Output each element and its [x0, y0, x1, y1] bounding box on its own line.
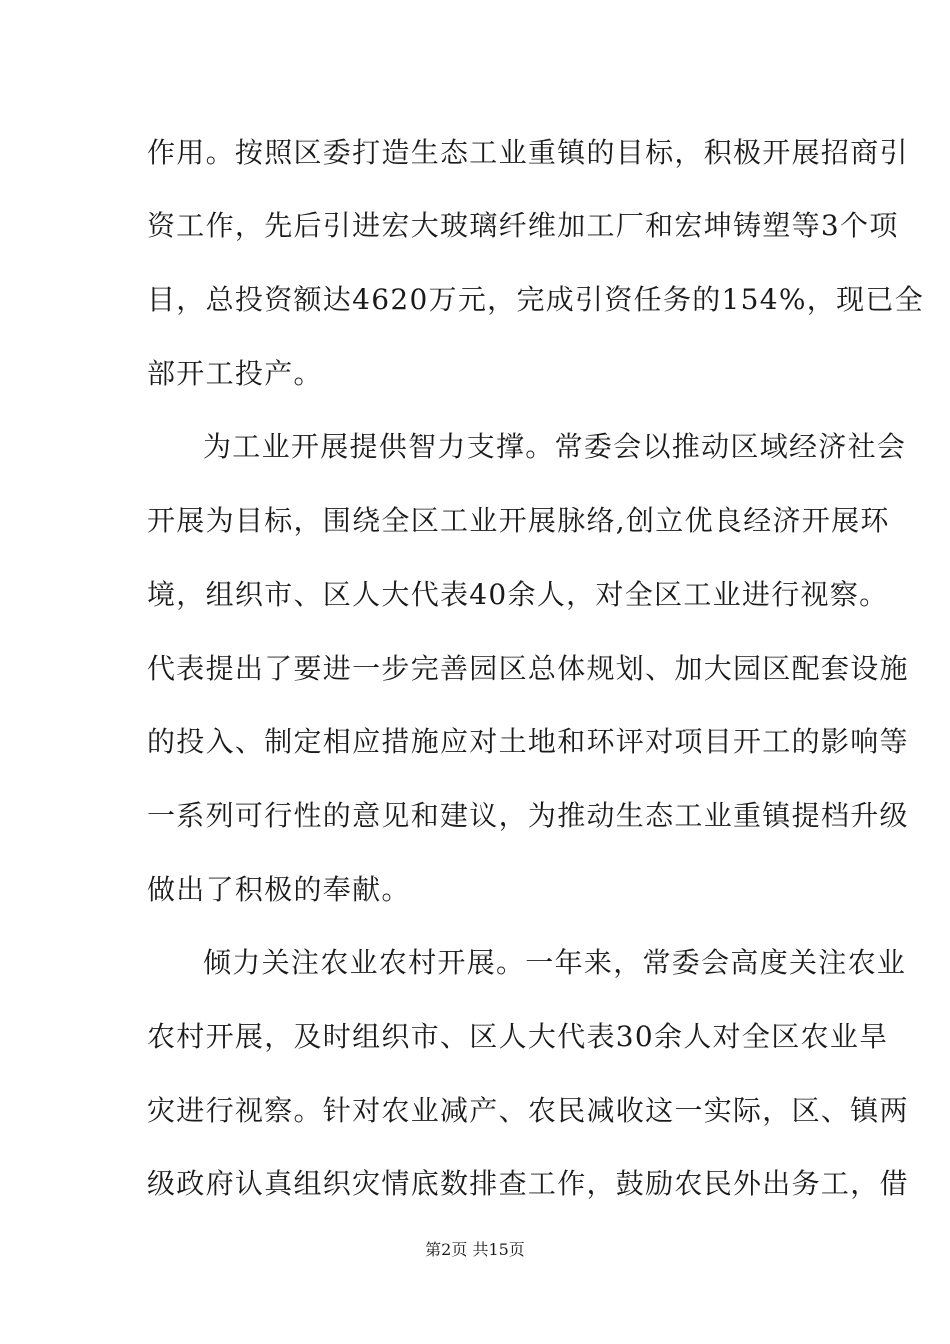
text-line: 一系列可行性的意见和建议，为推动生态工业重镇提档升级 — [147, 799, 909, 832]
page-number-footer: 第2页 共15页 — [425, 1240, 525, 1259]
text-line: 资工作，先后引进宏大玻璃纤维加工厂和宏坤铸塑等3个项 — [147, 209, 899, 242]
text-line: 境，组织市、区人大代表40余人，对全区工业进行视察。 — [147, 578, 889, 611]
text-line: 部开工投产。 — [147, 357, 323, 390]
text-line: 代表提出了要进一步完善园区总体规划、加大园区配套设施 — [147, 652, 909, 685]
text-line: 目，总投资额达4620万元，完成引资任务的154%，现已全 — [147, 283, 925, 316]
paragraph-start-line: 倾力关注农业农村开展。一年来，常委会高度关注农业 — [203, 946, 907, 979]
text-line: 农村开展，及时组织市、区人大代表30余人对全区农业旱 — [147, 1020, 889, 1053]
text-line: 的投入、制定相应措施应对土地和环评对项目开工的影响等 — [147, 725, 909, 758]
text-line: 级政府认真组织灾情底数排查工作，鼓励农民外出务工，借 — [147, 1167, 909, 1200]
text-line: 灾进行视察。针对农业减产、农民减收这一实际，区、镇两 — [147, 1094, 909, 1127]
text-line: 开展为目标，围绕全区工业开展脉络,创立优良经济开展环 — [147, 504, 890, 537]
paragraph-start-line: 为工业开展提供智力支撑。常委会以推动区域经济社会 — [203, 430, 907, 463]
text-line: 作用。按照区委打造生态工业重镇的目标，积极开展招商引 — [147, 136, 909, 169]
text-line: 做出了积极的奉献。 — [147, 873, 411, 906]
